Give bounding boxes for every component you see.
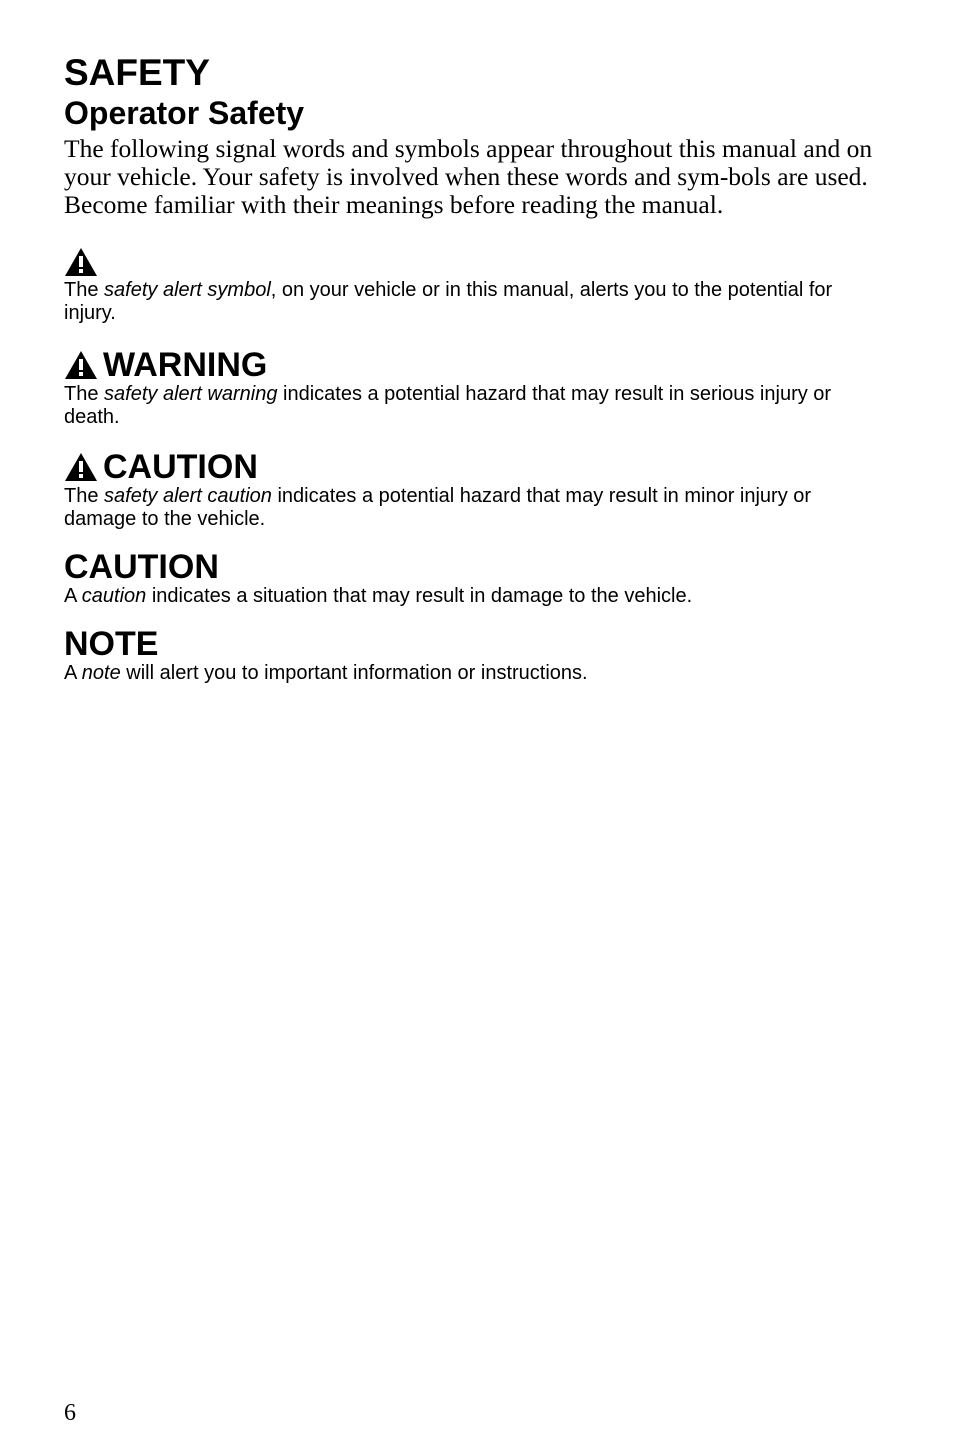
caution-alert-heading — [64, 449, 884, 485]
desc-term: safety alert caution — [104, 485, 272, 507]
caution-alert-description — [64, 485, 884, 531]
section-title: SAFETY — [64, 52, 210, 93]
caution-heading — [64, 549, 884, 585]
desc-suffix: , on your vehicle or in this manual, alerts you to the potential for injury. — [64, 279, 833, 324]
desc-suffix: indicates a situation that may result in damage to the vehicle. — [146, 585, 693, 607]
warning-block — [64, 347, 884, 429]
intro-paragraph: The following signal words and symbols appear throughout this manual and on your vehicle. Your safety is involved when these words and sym-bols are used. Become familiar with their meanings before reading the manual. — [64, 134, 873, 219]
caution-block — [64, 549, 884, 608]
manual-page — [64, 52, 884, 685]
desc-prefix: A — [64, 585, 82, 607]
note-description — [64, 662, 884, 685]
note-block — [64, 626, 884, 685]
caution-label: CAUTION — [64, 548, 219, 586]
desc-term: safety alert warning — [104, 383, 278, 405]
warning-triangle-icon — [64, 247, 98, 277]
desc-term: caution — [81, 585, 147, 607]
desc-term: note — [81, 662, 121, 684]
caution-alert-label: CAUTION — [103, 448, 258, 486]
desc-prefix: The — [64, 485, 105, 507]
desc-suffix: indicates a potential hazard that may result in serious injury or death. — [64, 383, 832, 428]
desc-prefix: The — [64, 279, 105, 301]
alert-symbol-description — [64, 279, 884, 325]
subsection-title: Operator Safety — [64, 95, 305, 131]
caution-alert-block — [64, 449, 884, 531]
warning-label: WARNING — [103, 346, 268, 384]
warning-triangle-icon — [64, 452, 98, 482]
desc-prefix: A — [64, 662, 82, 684]
alert-symbol-block — [64, 247, 884, 325]
warning-triangle-icon — [64, 350, 98, 380]
note-heading — [64, 626, 884, 662]
warning-description — [64, 383, 884, 429]
page-number: 6 — [64, 1400, 76, 1426]
desc-suffix: will alert you to important information or instructions. — [120, 662, 588, 684]
warning-heading — [64, 347, 884, 383]
caution-description — [64, 585, 884, 608]
note-label: NOTE — [64, 625, 159, 663]
desc-suffix: indicates a potential hazard that may result in minor injury or damage to the vehicle. — [64, 485, 812, 530]
desc-term: safety alert symbol — [104, 279, 271, 301]
desc-prefix: The — [64, 383, 105, 405]
